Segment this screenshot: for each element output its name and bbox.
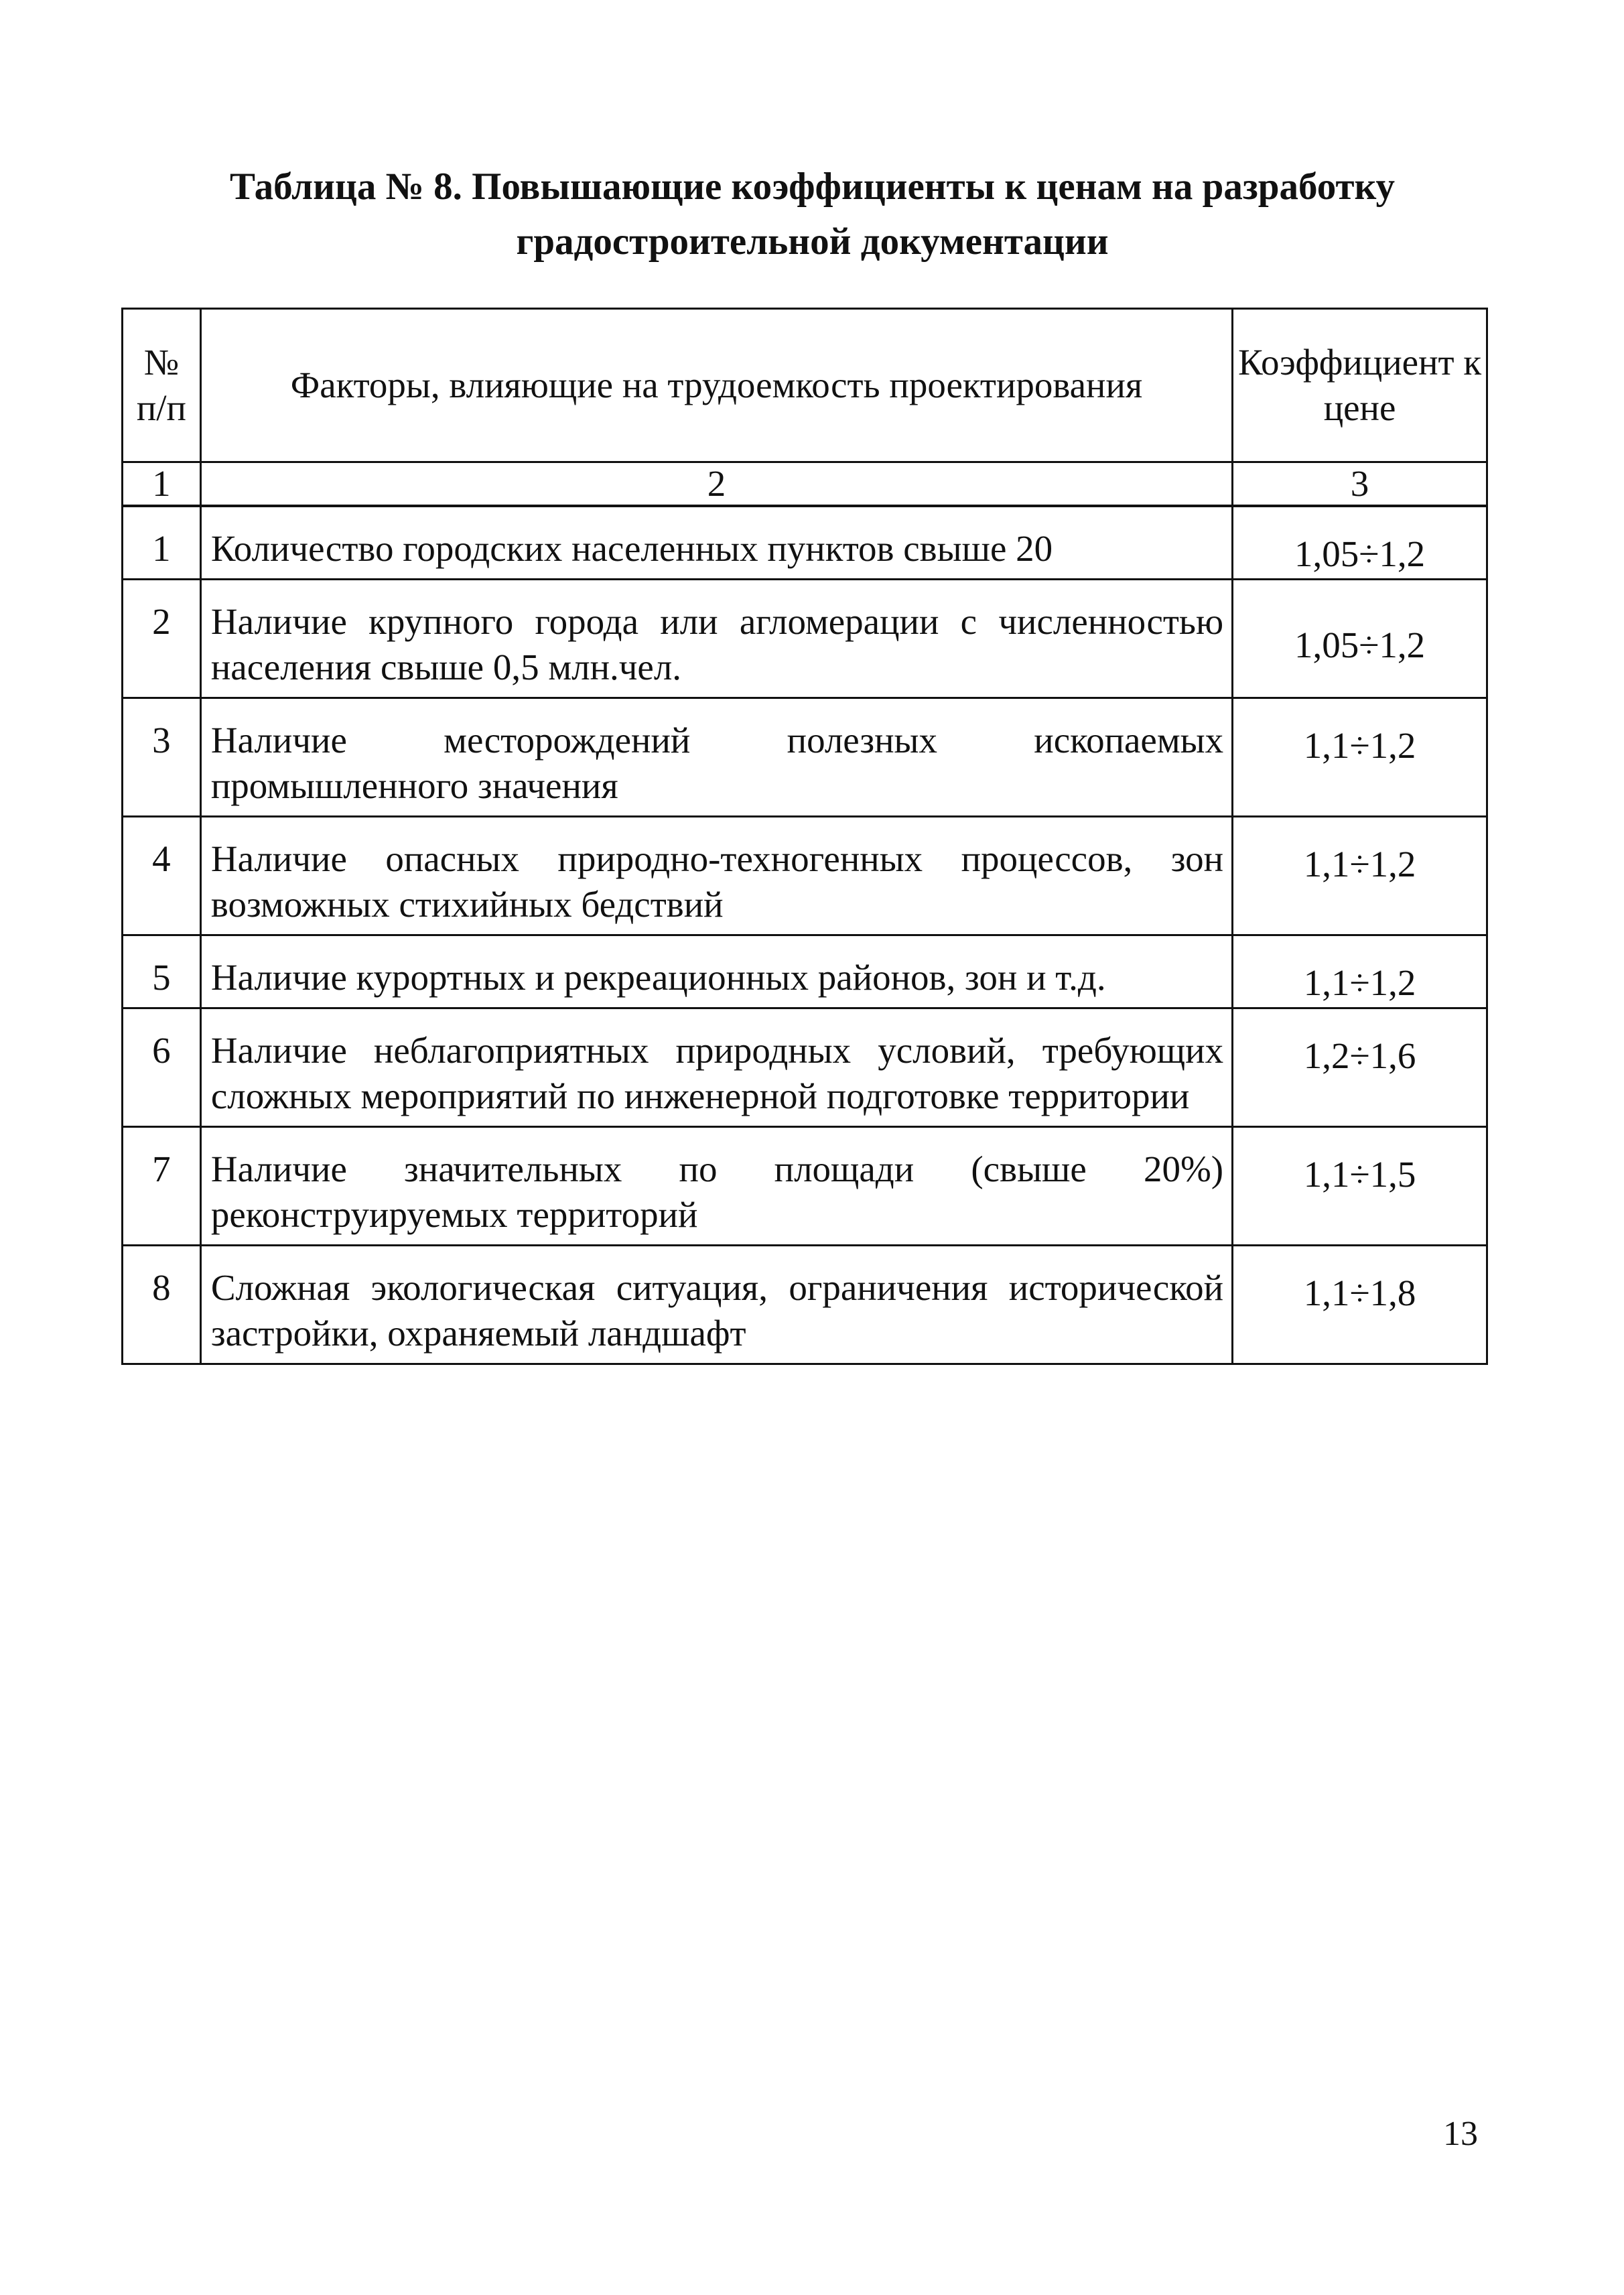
coefficients-table (121, 308, 1488, 1365)
header-row (123, 309, 1487, 462)
row-factor: Наличие опасных природно-техногенных процессов, зон возможных стихийных бедствий (200, 817, 1232, 935)
table-row (123, 935, 1487, 1008)
header-num: № п/п (123, 309, 201, 462)
row-coefficient: 1,05÷1,2 (1233, 506, 1487, 580)
page-number: 13 (1443, 2115, 1478, 2153)
table-row (123, 1127, 1487, 1246)
row-factor: Сложная экологическая ситуация, ограничения исторической застройки, охраняемый ландшафт (200, 1246, 1232, 1364)
row-coefficient: 1,1÷1,2 (1233, 935, 1487, 1008)
row-factor: Наличие месторождений полезных ископаемых промышленного значения (200, 698, 1232, 817)
row-factor: Наличие курортных и рекреационных районов, зон и т.д. (200, 935, 1232, 1008)
column-number: 2 (200, 462, 1232, 507)
row-factor: Наличие неблагоприятных природных условий, требующих сложных мероприятий по инженерной подготовке территории (200, 1008, 1232, 1127)
row-factor: Наличие значительных по площади (свыше 20%) реконструируемых территорий (200, 1127, 1232, 1246)
table-title (114, 159, 1511, 269)
row-number: 7 (123, 1127, 201, 1246)
table-row (123, 1246, 1487, 1364)
table-row (123, 817, 1487, 935)
table-row (123, 506, 1487, 580)
header-coef: Коэффициент к цене (1233, 309, 1487, 462)
row-number: 8 (123, 1246, 201, 1364)
row-number: 6 (123, 1008, 201, 1127)
table-title-line-2: градостроительной документации (516, 220, 1109, 263)
row-coefficient: 1,1÷1,8 (1233, 1246, 1487, 1364)
row-coefficient: 1,1÷1,2 (1233, 817, 1487, 935)
row-number: 3 (123, 698, 201, 817)
row-factor: Количество городских населенных пунктов свыше 20 (200, 506, 1232, 580)
row-coefficient: 1,2÷1,6 (1233, 1008, 1487, 1127)
table-row (123, 698, 1487, 817)
row-number: 2 (123, 580, 201, 698)
row-coefficient: 1,1÷1,5 (1233, 1127, 1487, 1246)
header-factor: Факторы, влияющие на трудоемкость проектирования (200, 309, 1232, 462)
table-title-line-1: Таблица № 8. Повышающие коэффициенты к ценам на разработку (230, 166, 1395, 208)
row-number: 5 (123, 935, 201, 1008)
row-coefficient: 1,1÷1,2 (1233, 698, 1487, 817)
column-number: 1 (123, 462, 201, 507)
row-number: 4 (123, 817, 201, 935)
row-coefficient: 1,05÷1,2 (1233, 580, 1487, 698)
column-number: 3 (1233, 462, 1487, 507)
table-row (123, 580, 1487, 698)
row-factor: Наличие крупного города или агломерации с численностью населения свыше 0,5 млн.чел. (200, 580, 1232, 698)
column-number-row (123, 462, 1487, 507)
row-number: 1 (123, 506, 201, 580)
table-row (123, 1008, 1487, 1127)
